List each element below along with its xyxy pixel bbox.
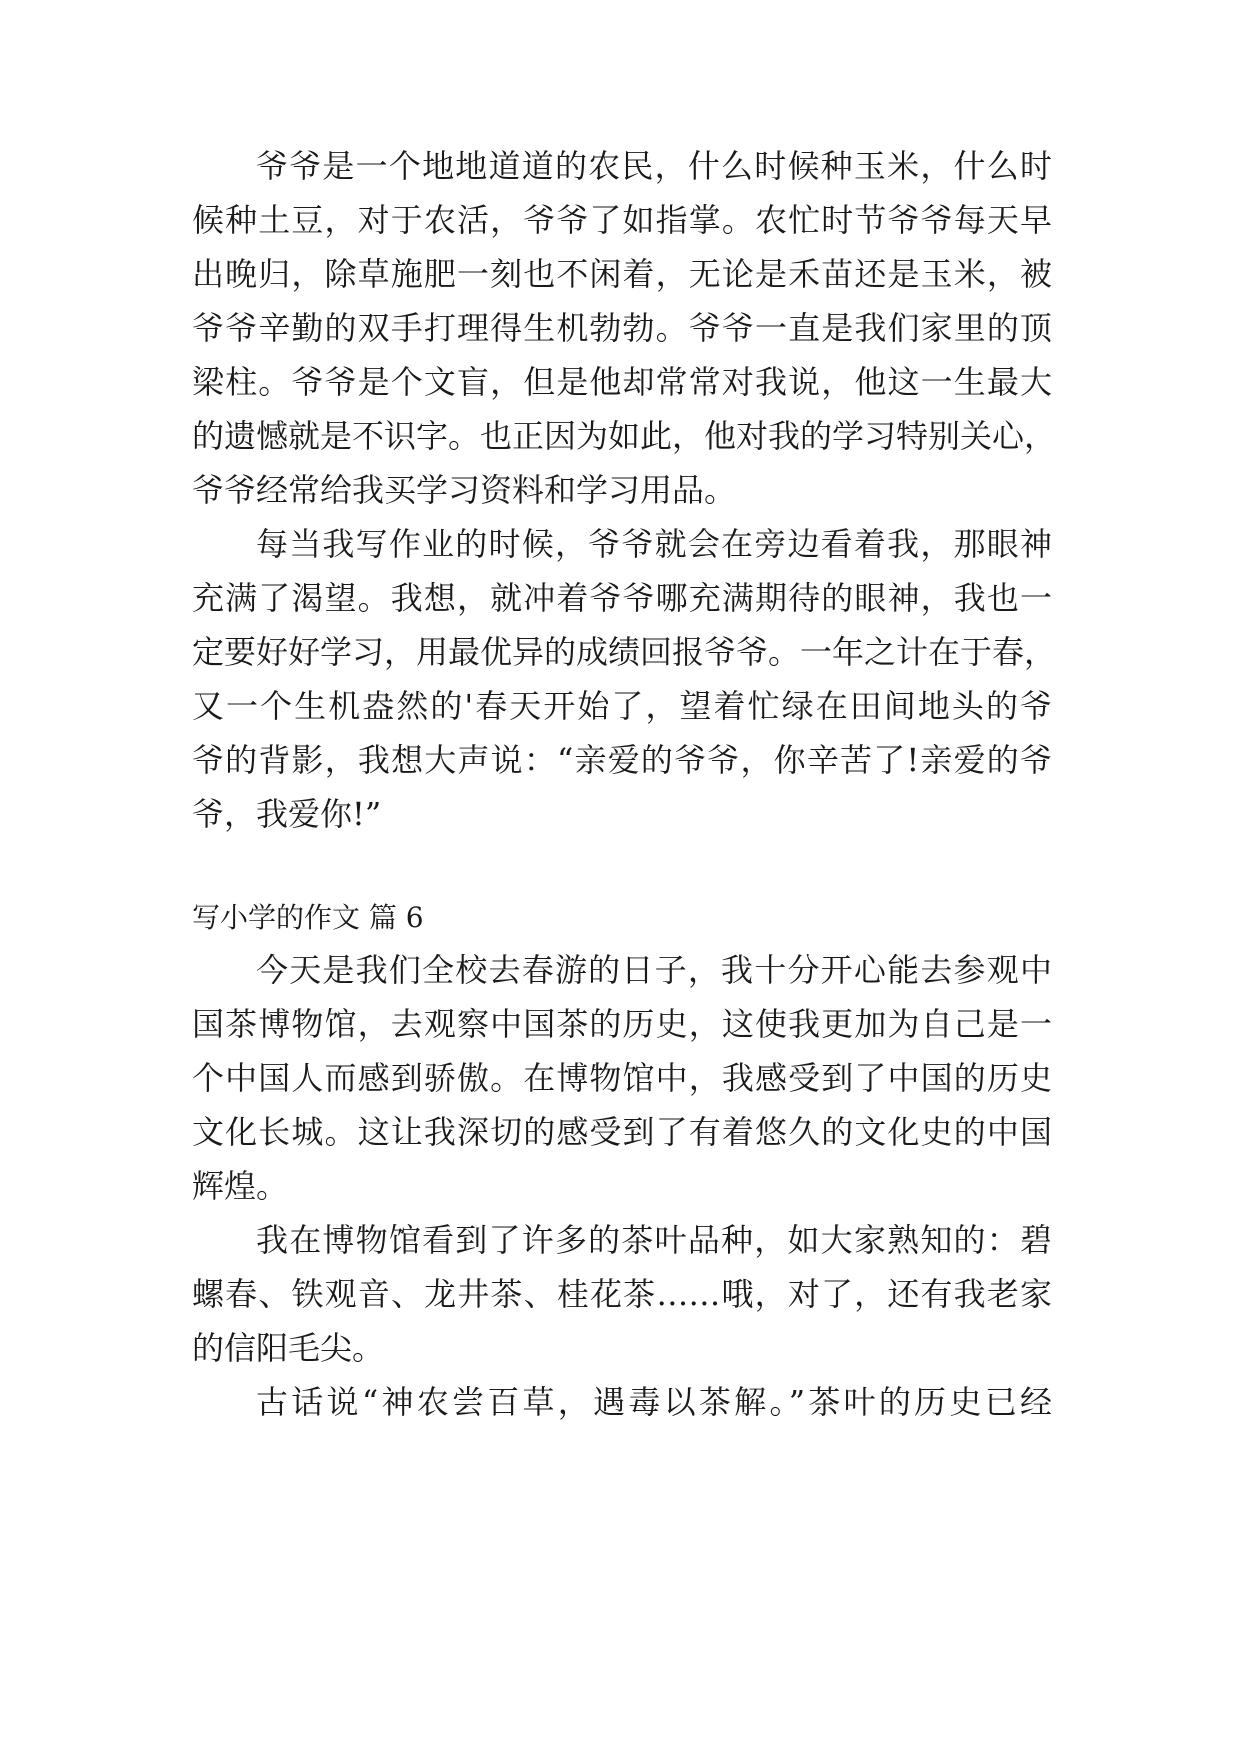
section-paragraph-1-line-1: 今天是我们全校去春游的日子，我十分开心能去参观中: [256, 951, 1052, 989]
section-paragraph-2-line-3: 的信阳毛尖。: [192, 1329, 385, 1367]
paragraph-2-line-5: 爷的背影，我想大声说：“亲爱的爷爷，你辛苦了!亲爱的爷: [192, 741, 1052, 779]
section-paragraph-1-line-2: 国茶博物馆，去观察中国茶的历史，这使我更加为自己是一: [192, 1005, 1052, 1043]
paragraph-1-line-3: 出晚归，除草施肥一刻也不闲着，无论是禾苗还是玉米，被: [192, 255, 1052, 293]
paragraph-1-line-4: 爷爷辛勤的双手打理得生机勃勃。爷爷一直是我们家里的顶: [192, 309, 1052, 347]
paragraph-2-line-4: 又一个生机盎然的'春天开始了，望着忙绿在田间地头的爷: [192, 687, 1052, 725]
paragraph-2-line-1: 每当我写作业的时候，爷爷就会在旁边看着我，那眼神: [256, 525, 1052, 563]
paragraph-1-line-5: 梁柱。爷爷是个文盲，但是他却常常对我说，他这一生最大: [192, 363, 1052, 401]
paragraph-2-line-6: 爷，我爱你!”: [192, 795, 382, 833]
section-paragraph-1-line-3: 个中国人而感到骄傲。在博物馆中，我感受到了中国的历史: [192, 1059, 1052, 1097]
paragraph-1-line-7: 爷爷经常给我买学习资料和学习用品。: [192, 471, 737, 509]
paragraph-2-line-3: 定要好好学习，用最优异的成绩回报爷爷。一年之计在于春，: [192, 633, 1057, 671]
paragraph-1-line-2: 候种土豆，对于农活，爷爷了如指掌。农忙时节爷爷每天早: [192, 201, 1052, 239]
section-paragraph-1-line-5: 辉煌。: [192, 1167, 289, 1205]
section-paragraph-1-line-4: 文化长城。这让我深切的感受到了有着悠久的文化史的中国: [192, 1113, 1052, 1151]
paragraph-1-line-1: 爷爷是一个地地道道的农民，什么时候种玉米，什么时: [256, 147, 1052, 185]
section-paragraph-2-line-1: 我在博物馆看到了许多的茶叶品种，如大家熟知的：碧: [256, 1221, 1052, 1259]
section-paragraph-3-line-1: 古话说“神农尝百草，遇毒以茶解。”茶叶的历史已经: [256, 1383, 1052, 1421]
paragraph-2-line-2: 充满了渴望。我想，就冲着爷爷哪充满期待的眼神，我也一: [192, 579, 1052, 617]
section-heading: 写小学的作文 篇 6: [192, 901, 424, 934]
section-paragraph-2-line-2: 螺春、铁观音、龙井茶、桂花茶……哦，对了，还有我老家: [192, 1275, 1052, 1313]
paragraph-1-line-6: 的遗憾就是不识字。也正因为如此，他对我的学习特别关心，: [192, 417, 1057, 455]
